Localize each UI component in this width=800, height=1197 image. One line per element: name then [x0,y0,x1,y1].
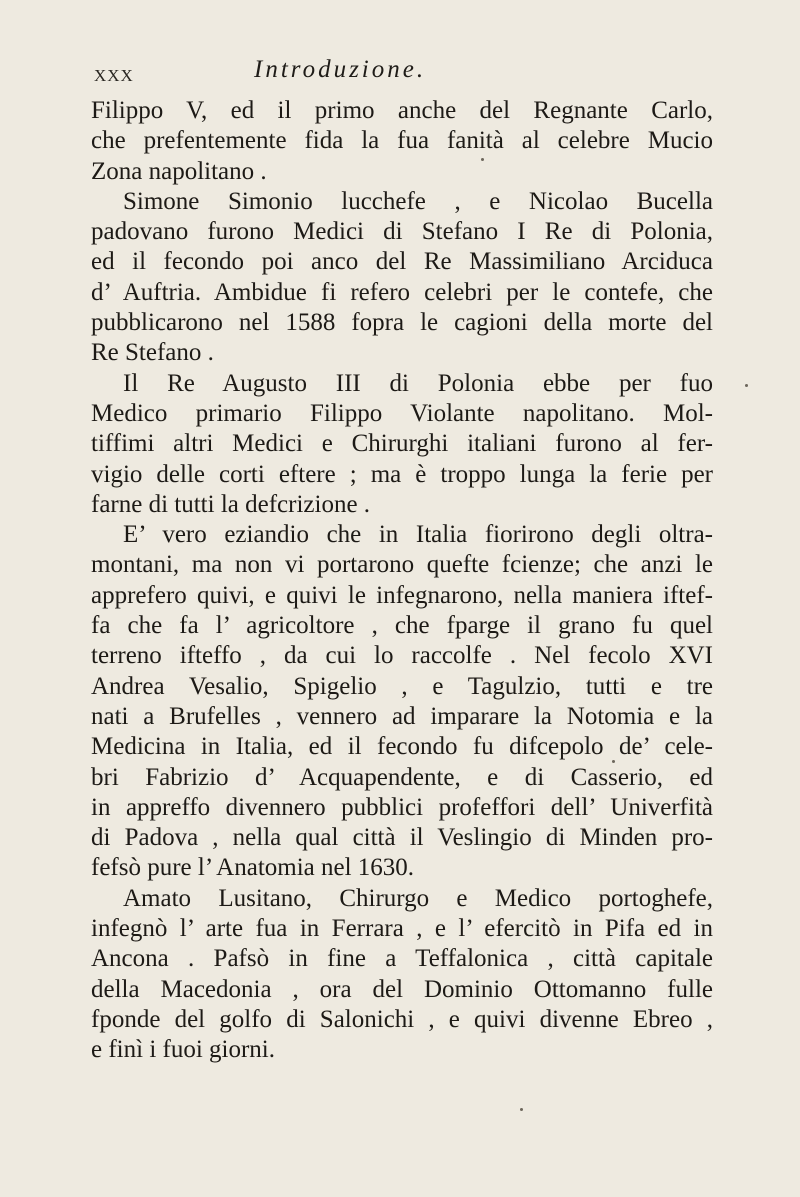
text-line: padovano furono Medici di Stefano I Re di Polonia, [91,218,713,246]
text-line: Zona napolitano . [91,157,267,185]
paper-speck [745,384,748,387]
text-line: farne di tutti la defcrizione . [91,490,371,518]
page-number: XXX [94,66,134,85]
text-line: Amato Lusitano, Chirurgo e Medico portoghefe, [123,884,713,912]
running-title: Introduzione. [254,56,427,83]
text-line: fefsò pure l’ Anatomia nel 1630. [91,854,415,882]
text-line: e finì i fuoi giorni. [91,1036,275,1064]
paper-speck [481,158,484,161]
text-line: infegnò l’ arte fua in Ferrara , e l’ efercitò in Pifa ed in [91,915,713,943]
text-line: bri Fabrizio d’ Acquapendente, e di Casserio, ed [91,763,713,791]
text-line: Il Re Augusto III di Polonia ebbe per fuo [123,369,713,397]
paper-speck [520,1108,523,1111]
text-line: vigio delle corti eftere ; ma è troppo lunga la ferie per [91,460,713,488]
body-text [91,96,713,1066]
page-header [94,58,714,92]
paper-speck [612,760,615,763]
text-line: Medicina in Italia, ed il fecondo fu difcepolo de’ cele- [91,733,713,761]
text-line: Filippo V, ed il primo anche del Regnante Carlo, [91,97,713,124]
text-line: fponde del golfo di Salonichi , e quivi divenne Ebreo , [91,1005,713,1033]
text-line: di Padova , nella qual città il Veslingio di Minden pro- [91,824,713,852]
text-line: E’ vero eziandio che in Italia fiorirono degli oltra- [123,521,713,549]
text-line: tiffimi altri Medici e Chirurghi italiani furono al fer- [91,430,713,458]
text-line: apprefero quivi, e quivi le infegnarono, nella maniera iftef- [91,581,713,609]
text-line: nati a Brufelles , vennero ad imparare la Notomia e la [91,702,713,730]
text-line: Ancona . Pafsò in fine a Teffalonica , città capitale [91,945,713,973]
text-line: montani, ma non vi portarono quefte fcienze; che anzi le [91,551,713,579]
text-line: ed il fecondo poi anco del Re Massimiliano Arciduca [91,248,713,276]
text-line: Re Stefano . [91,339,214,367]
text-line: pubblicarono nel 1588 fopra le cagioni della morte del [91,309,713,337]
text-line: in appreffo divennero pubblici profeffori dell’ Univerfità [91,793,713,821]
text-line: d’ Auftria. Ambidue fi refero celebri per le contefe, che [91,278,713,306]
text-line: terreno ifteffo , da cui lo raccolfe . Nel fecolo XVI [91,642,713,670]
text-line: fa che fa l’ agricoltore , che fparge il grano fu quel [91,612,713,640]
text-line: Medico primario Filippo Violante napolitano. Mol- [91,399,713,427]
text-line: che prefentemente fida la fua fanità al celebre Mucio [91,127,713,155]
text-line: della Macedonia , ora del Dominio Ottomanno fulle [91,975,713,1003]
text-line: Andrea Vesalio, Spigelio , e Tagulzio, tutti e tre [91,672,713,700]
text-line: Simone Simonio lucchefe , e Nicolao Bucella [123,187,713,215]
